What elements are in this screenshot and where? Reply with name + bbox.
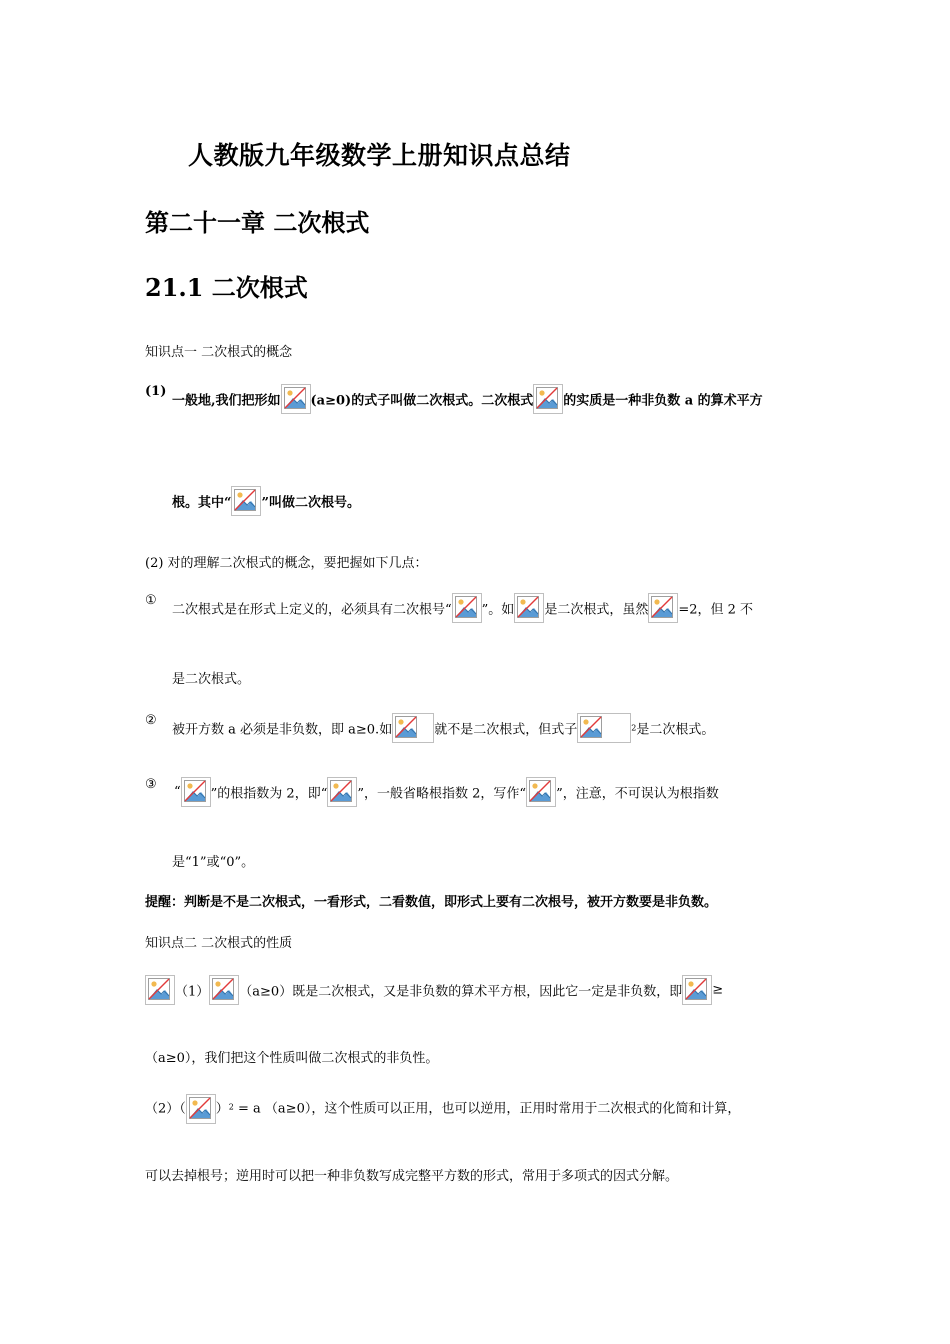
kp2-l1-text-a: （1） — [175, 984, 210, 1000]
kp1-p1-text-e: ”叫做二次根号。 — [261, 495, 360, 511]
formula-image-icon — [514, 593, 544, 623]
kp1-c1-number: ① — [145, 593, 157, 608]
kp1-heading: 知识点一 二次根式的概念 — [145, 345, 293, 360]
radical-sign-image-icon — [231, 486, 261, 516]
kp1-p1-text-d: 根。其中“ — [172, 495, 232, 511]
kp1-c2-text-b: 就不是二次根式，但式子 — [434, 722, 578, 738]
radical-sign-image-icon — [181, 777, 211, 807]
kp1-p1-line1 — [145, 384, 166, 399]
formula-image-icon — [281, 384, 311, 414]
kp1-c3-text-a: “ — [174, 784, 181, 800]
formula-image-icon — [209, 975, 239, 1005]
kp1-c2-superscript: 2 — [631, 723, 637, 733]
kp1-c3-line2: 是“1”或“0”。 — [172, 855, 255, 870]
kp1-p1-text-a: 一般地,我们把形如 — [172, 393, 281, 409]
kp1-c1-text-a: 二次根式是在形式上定义的，必须具有二次根号“ — [172, 602, 452, 618]
kp2-l1-text-b: （a≥0）既是二次根式，又是非负数的算术平方根，因此它一定是非负数，即 — [239, 984, 683, 1000]
kp1-c3-text-b: ”的根指数为 2，即“ — [210, 786, 328, 802]
kp1-c1-text-d: =2，但 2 不 — [678, 602, 754, 618]
formula-image-icon — [392, 713, 434, 743]
kp1-p1-text-b: (a≥0)的式子叫做二次根式。二次根式 — [310, 393, 534, 409]
formula-image-icon — [648, 593, 678, 623]
kp1-c3-line1 — [174, 777, 719, 807]
kp1-p2: (2) 对的理解二次根式的概念，要把握如下几点： — [145, 556, 428, 571]
kp2-l2-text-a: （2）（ — [145, 1101, 186, 1117]
formula-image-icon — [577, 713, 631, 743]
kp1-p1-line2 — [172, 486, 360, 516]
kp1-p1-text-c: 的实质是一种非负数 a 的算术平方 — [563, 393, 763, 409]
formula-image-icon — [186, 1094, 216, 1124]
radical-sign-image-icon — [327, 777, 357, 807]
formula-image-icon — [682, 975, 712, 1005]
kp1-c3-number: ③ — [145, 777, 157, 792]
kp1-c2-number: ② — [145, 713, 157, 728]
kp2-l2-line2: 可以去掉根号；逆用时可以把一种非负数写成完整平方数的形式，常用于多项式的因式分解。 — [145, 1169, 679, 1184]
kp2-l2-text-c: = a （a≥0），这个性质可以正用，也可以逆用，正用时常用于二次根式的化简和计算， — [233, 1101, 741, 1117]
chapter-heading: 第二十一章 二次根式 — [145, 208, 370, 237]
tip-note: 提醒：判断是不是二次根式，一看形式，二看数值，即形式上要有二次根号，被开方数要是非负数。 — [145, 895, 718, 910]
kp1-p1-text — [172, 384, 763, 414]
kp1-c1-text-b: ”。如 — [481, 602, 515, 618]
kp2-l1-text-c: ≥ — [712, 982, 724, 998]
kp2-heading: 知识点二 二次根式的性质 — [145, 936, 293, 951]
kp2-l2-text-b: ） — [215, 1101, 229, 1117]
radical-sign-image-icon — [526, 777, 556, 807]
radical-sign-image-icon — [452, 593, 482, 623]
kp1-c1-line2: 是二次根式。 — [172, 672, 251, 687]
kp1-c1-text-c: 是二次根式，虽然 — [544, 602, 649, 618]
kp2-l2-superscript: 2 — [228, 1102, 234, 1112]
kp2-l2 — [145, 1090, 740, 1124]
section-heading: 21.1 二次根式 — [145, 273, 308, 302]
formula-image-icon — [533, 384, 563, 414]
kp1-c3-text-c: ”，一般省略根指数 2，写作“ — [357, 786, 527, 802]
kp1-c2-line — [172, 713, 714, 743]
kp1-p1-number: (1) — [145, 384, 167, 399]
kp1-c2-text-c: 是二次根式。 — [636, 722, 715, 738]
kp1-c2-text-a: 被开方数 a 必须是非负数，即 a≥0.如 — [172, 722, 393, 738]
kp2-l1 — [145, 975, 723, 1005]
kp1-c3-text-d: ”，注意，不可误认为根指数 — [556, 786, 719, 802]
kp2-l1-line2: （a≥0），我们把这个性质叫做二次根式的非负性。 — [145, 1051, 439, 1066]
kp1-c1-line1 — [172, 593, 753, 623]
formula-image-icon — [145, 975, 175, 1005]
document-title: 人教版九年级数学上册知识点总结 — [188, 141, 571, 170]
